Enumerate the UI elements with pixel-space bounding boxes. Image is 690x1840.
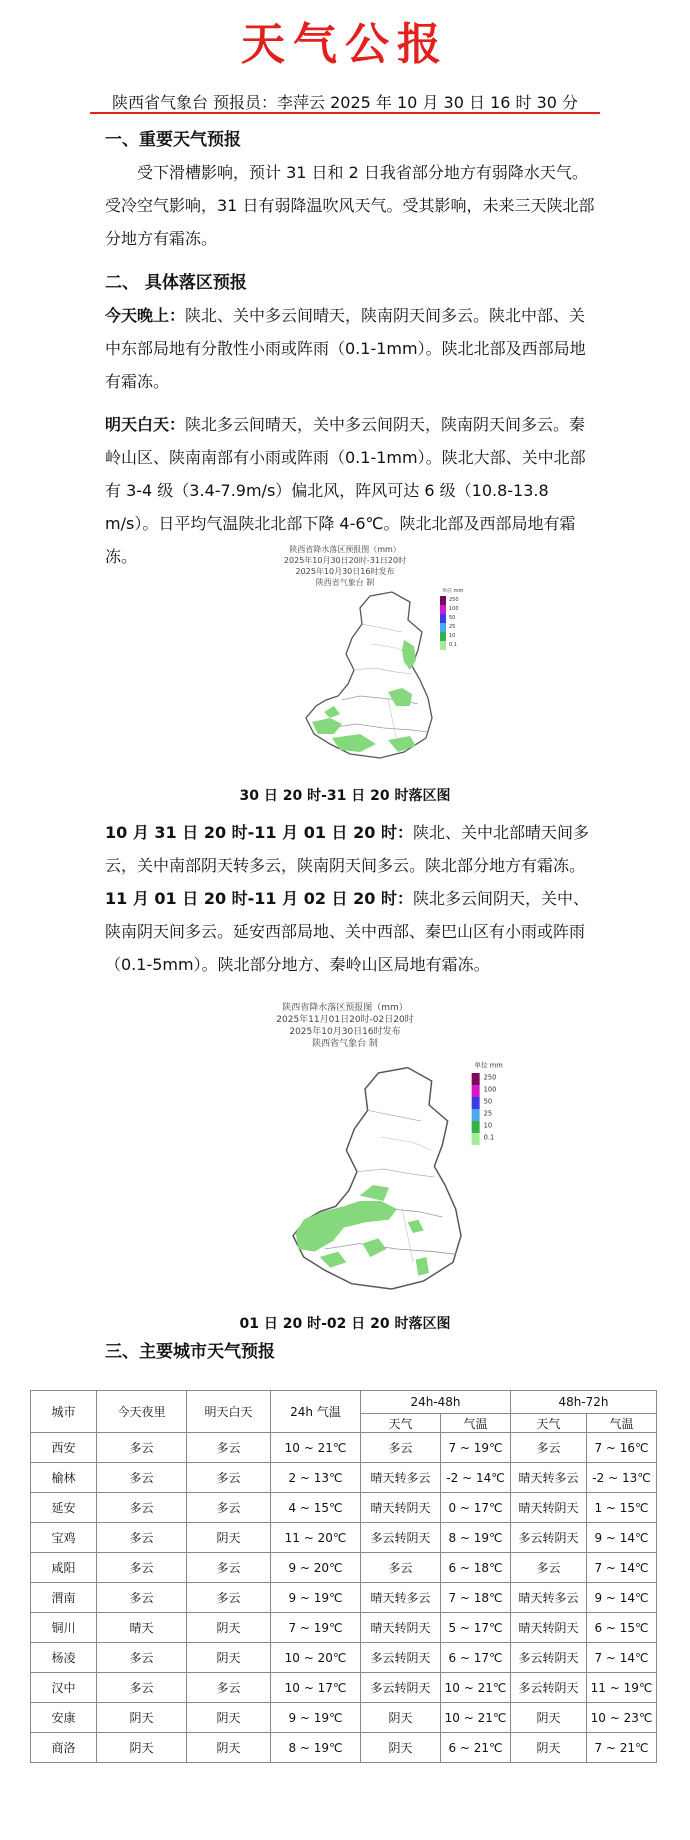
cell-city: 西安 <box>31 1433 97 1463</box>
map1-header-line: 2025年10月30日20时-31日20时 <box>283 556 407 565</box>
map1-legend-label: 10 <box>449 633 456 639</box>
cell-temp48: 7 ~ 18℃ <box>441 1583 511 1613</box>
map2-caption: 01 日 20 时-02 日 20 时落区图 <box>239 1316 451 1332</box>
cell-tonight: 多云 <box>97 1523 187 1553</box>
map2-shaanxi-map <box>285 1055 525 1303</box>
cell-city: 铜川 <box>31 1613 97 1643</box>
period4-forecast <box>105 882 595 981</box>
cell-day: 多云 <box>187 1673 271 1703</box>
cell-temp24: 7 ~ 19℃ <box>271 1613 361 1643</box>
table-row <box>31 1673 657 1703</box>
col-header-tonight: 今天夜里 <box>97 1391 187 1433</box>
table-row <box>31 1523 657 1553</box>
table-row <box>31 1733 657 1763</box>
map1-caption: 30 日 20 时-31 日 20 时落区图 <box>239 788 451 804</box>
cell-tonight: 多云 <box>97 1643 187 1673</box>
cell-tonight: 多云 <box>97 1673 187 1703</box>
byline: 陕西省气象台 预报员：李萍云 2025 年 10 月 30 日 16 时 30 分 <box>111 93 579 112</box>
col-header-city: 城市 <box>31 1391 97 1433</box>
cell-tonight: 多云 <box>97 1493 187 1523</box>
cell-temp72: 1 ~ 15℃ <box>587 1493 657 1523</box>
cell-day: 多云 <box>187 1583 271 1613</box>
cell-weather48: 多云转阴天 <box>361 1643 441 1673</box>
cell-temp48: 7 ~ 19℃ <box>441 1433 511 1463</box>
cell-temp24: 9 ~ 20℃ <box>271 1553 361 1583</box>
map1-header-line: 陕西省降水落区预报图（mm） <box>289 545 401 554</box>
table-row <box>31 1493 657 1523</box>
cell-weather48: 多云转阴天 <box>361 1673 441 1703</box>
cell-day: 多云 <box>187 1493 271 1523</box>
cell-temp48: 10 ~ 21℃ <box>441 1673 511 1703</box>
cell-day: 阴天 <box>187 1613 271 1643</box>
cell-weather72: 多云 <box>511 1433 587 1463</box>
cell-day: 阴天 <box>187 1703 271 1733</box>
cell-weather48: 阴天 <box>361 1733 441 1763</box>
cell-weather72: 阴天 <box>511 1733 587 1763</box>
cell-temp24: 9 ~ 19℃ <box>271 1703 361 1733</box>
map2-legend-title: 单位 mm <box>474 1061 503 1070</box>
map1-legend-label: 100 <box>449 606 459 612</box>
table-row <box>31 1583 657 1613</box>
cell-temp72: 9 ~ 14℃ <box>587 1583 657 1613</box>
map1-legend-label: 0.1 <box>449 642 457 648</box>
cell-tonight: 多云 <box>97 1583 187 1613</box>
cell-temp24: 8 ~ 19℃ <box>271 1733 361 1763</box>
cell-tonight: 多云 <box>97 1463 187 1493</box>
map2-header <box>225 1002 465 1050</box>
period3-label: 10 月 31 日 20 时-11 月 01 日 20 时： <box>105 823 413 842</box>
cell-temp72: 6 ~ 15℃ <box>587 1613 657 1643</box>
cell-day: 阴天 <box>187 1643 271 1673</box>
cell-weather72: 多云转阴天 <box>511 1523 587 1553</box>
map2-header-line: 2025年10月30日16时发布 <box>289 1027 401 1037</box>
map1-legend <box>440 588 463 650</box>
cell-temp24: 2 ~ 13℃ <box>271 1463 361 1493</box>
cell-temp24: 11 ~ 20℃ <box>271 1523 361 1553</box>
cell-city: 榆林 <box>31 1463 97 1493</box>
tomorrow-label: 明天白天： <box>105 415 186 434</box>
cell-weather48: 阴天 <box>361 1703 441 1733</box>
cell-temp72: -2 ~ 13℃ <box>587 1463 657 1493</box>
map1-header <box>245 544 445 588</box>
map1-legend-label: 250 <box>449 597 459 603</box>
cell-temp72: 7 ~ 21℃ <box>587 1733 657 1763</box>
cell-city: 渭南 <box>31 1583 97 1613</box>
cell-temp24: 10 ~ 17℃ <box>271 1673 361 1703</box>
cell-weather72: 晴天转多云 <box>511 1583 587 1613</box>
cell-weather48: 晴天转阴天 <box>361 1613 441 1643</box>
cell-temp72: 9 ~ 14℃ <box>587 1523 657 1553</box>
cell-city: 咸阳 <box>31 1553 97 1583</box>
period4-text: 陕北多云间阴天，关中、陕南阴天间多云。延安西部局地、关中西部、秦巴山区有小雨或阵雨（0.1-5mm）。陕北部分地方、秦岭山区局地有霜冻。 <box>105 889 589 974</box>
title-divider <box>90 112 600 114</box>
cell-weather72: 多云转阴天 <box>511 1643 587 1673</box>
cell-temp48: 6 ~ 17℃ <box>441 1643 511 1673</box>
col-header-48h-72h: 48h-72h <box>511 1391 657 1414</box>
map1-header-line: 2025年10月30日16时发布 <box>295 567 395 576</box>
cell-tonight: 多云 <box>97 1553 187 1583</box>
table-row <box>31 1553 657 1583</box>
cell-weather48: 晴天转多云 <box>361 1463 441 1493</box>
map2-legend <box>472 1061 503 1145</box>
cell-city: 杨凌 <box>31 1643 97 1673</box>
cell-weather72: 阴天 <box>511 1703 587 1733</box>
period4-label: 11 月 01 日 20 时-11 月 02 日 20 时： <box>105 889 413 908</box>
cell-temp24: 10 ~ 20℃ <box>271 1643 361 1673</box>
cell-day: 多云 <box>187 1433 271 1463</box>
period3-text: 陕北、关中北部晴天间多云，关中南部阴天转多云，陕南阴天间多云。陕北部分地方有霜冻。 <box>105 823 589 875</box>
tonight-text: 陕北、关中多云间晴天，陕南阴天间多云。陕北中部、关中东部局地有分散性小雨或阵雨（0.1-1mm）。陕北北部及西部局地有霜冻。 <box>105 306 586 391</box>
section2-heading: 二、 具体落区预报 <box>105 273 247 293</box>
map2-legend-label: 50 <box>483 1097 493 1106</box>
section1-text: 受下滑槽影响，预计 31 日和 2 日我省部分地方有弱降水天气。受冷空气影响，31 日有弱降温吹风天气。受其影响，未来三天陕北部分地方有霜冻。 <box>105 163 595 248</box>
map2-header-line: 陕西省降水落区预报图（mm） <box>282 1003 408 1013</box>
cell-temp72: 11 ~ 19℃ <box>587 1673 657 1703</box>
cell-day: 阴天 <box>187 1733 271 1763</box>
cell-temp72: 7 ~ 14℃ <box>587 1643 657 1673</box>
map2-header-line: 2025年11月01日20时-02日20时 <box>276 1015 414 1025</box>
map2-legend-label: 25 <box>483 1109 493 1118</box>
cell-temp48: 6 ~ 21℃ <box>441 1733 511 1763</box>
col-header-temp-72: 气温 <box>587 1414 657 1433</box>
cell-city: 商洛 <box>31 1733 97 1763</box>
map1-legend-label: 50 <box>449 615 456 621</box>
cell-city: 宝鸡 <box>31 1523 97 1553</box>
col-header-24h-48h: 24h-48h <box>361 1391 511 1414</box>
table-row <box>31 1643 657 1673</box>
cell-temp48: 10 ~ 21℃ <box>441 1703 511 1733</box>
cell-tonight: 晴天 <box>97 1613 187 1643</box>
table-row <box>31 1463 657 1493</box>
cell-tonight: 多云 <box>97 1433 187 1463</box>
cell-temp24: 4 ~ 15℃ <box>271 1493 361 1523</box>
cell-weather72: 晴天转阴天 <box>511 1613 587 1643</box>
cell-temp48: 0 ~ 17℃ <box>441 1493 511 1523</box>
col-header-temp-48: 气温 <box>441 1414 511 1433</box>
page-title: 天气公报 <box>241 19 449 70</box>
cell-temp72: 7 ~ 16℃ <box>587 1433 657 1463</box>
cell-temp72: 10 ~ 23℃ <box>587 1703 657 1733</box>
cell-weather48: 多云 <box>361 1433 441 1463</box>
cell-temp24: 10 ~ 21℃ <box>271 1433 361 1463</box>
cell-city: 汉中 <box>31 1673 97 1703</box>
map1-shaanxi-map <box>300 588 480 763</box>
section3-heading: 三、主要城市天气预报 <box>105 1342 275 1362</box>
cell-day: 多云 <box>187 1553 271 1583</box>
cell-city: 安康 <box>31 1703 97 1733</box>
col-header-weather-48: 天气 <box>361 1414 441 1433</box>
cell-weather72: 晴天转阴天 <box>511 1493 587 1523</box>
cell-temp48: 5 ~ 17℃ <box>441 1613 511 1643</box>
cell-temp48: 8 ~ 19℃ <box>441 1523 511 1553</box>
map1-legend-label: 25 <box>449 624 456 630</box>
city-forecast-table <box>30 1390 657 1763</box>
cell-city: 延安 <box>31 1493 97 1523</box>
cell-weather72: 多云转阴天 <box>511 1673 587 1703</box>
cell-weather48: 晴天转多云 <box>361 1583 441 1613</box>
table-row <box>31 1433 657 1463</box>
cell-day: 多云 <box>187 1463 271 1493</box>
map2-legend-label: 10 <box>483 1121 493 1130</box>
tomorrow-text: 陕北多云间晴天，关中多云间阴天，陕南阴天间多云。秦岭山区、陕南南部有小雨或阵雨（0.1-1mm）。陕北大部、关中北部有 3-4 级（3.4-7.9m/s）偏北风，阵风可达 6 级（10.8-13.8 m/s）。日平均气温陕北北部下降 4-6℃。陕北北部及西部局地有霜冻。 <box>105 415 586 566</box>
map2-legend-label: 100 <box>483 1085 497 1094</box>
cell-temp48: 6 ~ 18℃ <box>441 1553 511 1583</box>
cell-temp72: 7 ~ 14℃ <box>587 1553 657 1583</box>
period3-forecast <box>105 816 595 882</box>
map2-header-line: 陕西省气象台 制 <box>312 1039 378 1049</box>
col-header-tomorrow-day: 明天白天 <box>187 1391 271 1433</box>
cell-temp24: 9 ~ 19℃ <box>271 1583 361 1613</box>
section1-heading: 一、重要天气预报 <box>105 130 241 150</box>
cell-weather72: 多云 <box>511 1553 587 1583</box>
cell-weather48: 晴天转阴天 <box>361 1493 441 1523</box>
cell-weather72: 晴天转多云 <box>511 1463 587 1493</box>
tonight-label: 今天晚上： <box>105 306 186 325</box>
cell-day: 阴天 <box>187 1523 271 1553</box>
tonight-forecast <box>105 299 595 398</box>
cell-tonight: 阴天 <box>97 1703 187 1733</box>
col-header-temp24: 24h 气温 <box>271 1391 361 1433</box>
cell-temp48: -2 ~ 14℃ <box>441 1463 511 1493</box>
map1-legend-title: 单位 mm <box>442 588 464 594</box>
table-row <box>31 1703 657 1733</box>
col-header-weather-72: 天气 <box>511 1414 587 1433</box>
cell-weather48: 多云 <box>361 1553 441 1583</box>
table-row <box>31 1613 657 1643</box>
cell-tonight: 阴天 <box>97 1733 187 1763</box>
cell-weather48: 多云转阴天 <box>361 1523 441 1553</box>
map2-legend-label: 250 <box>483 1073 497 1082</box>
map1-header-line: 陕西省气象台 制 <box>315 578 375 587</box>
map2-legend-label: 0.1 <box>483 1133 495 1142</box>
